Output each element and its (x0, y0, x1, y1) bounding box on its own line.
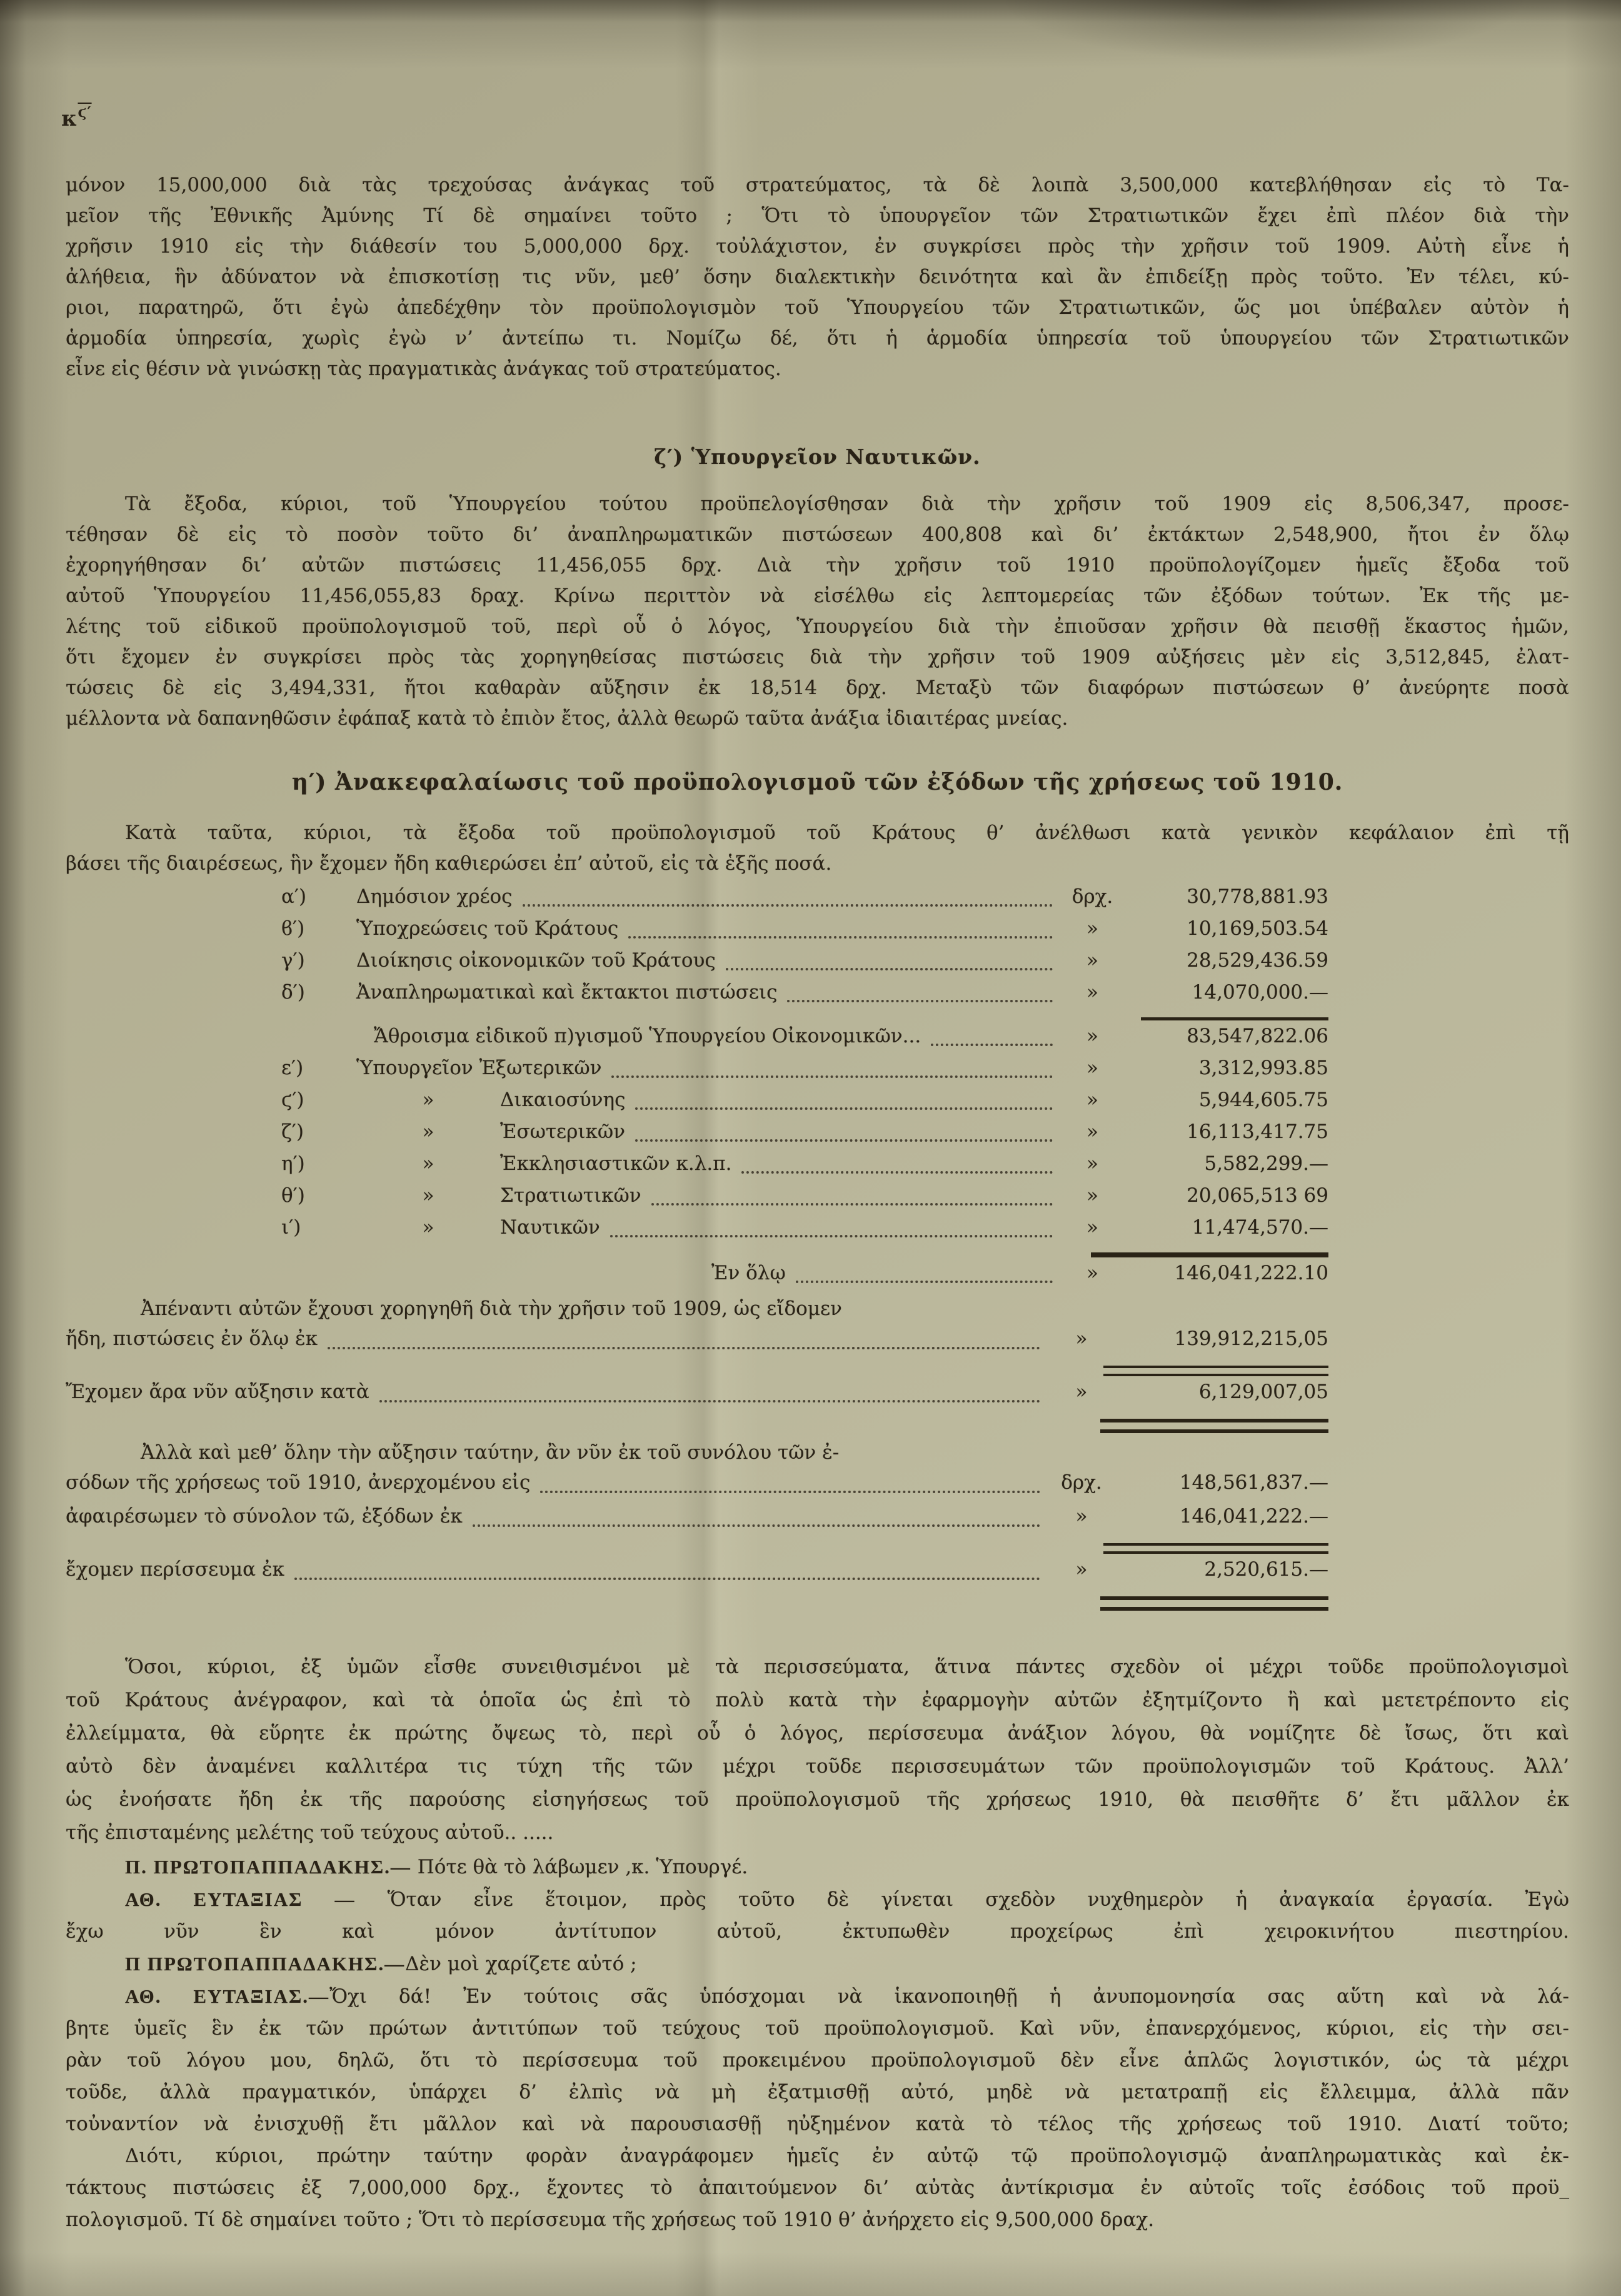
dialogue-line (66, 2204, 1569, 2236)
text-line: μόνον 15,000,000 διὰ τὰς τρεχούσας ἀνάγκας τοῦ στρατεύματος, τὰ δὲ λοιπὰ 3,500,000 κατεβλήθησαν εἰς τὸ Τα- (66, 174, 1569, 196)
row-label: Ἐσωτερικῶν (500, 1120, 625, 1143)
ditto-mark: » (422, 1184, 434, 1207)
row-index: δ′) (281, 981, 305, 1004)
row-amount: 16,113,417.75 (1187, 1120, 1328, 1143)
dialogue-text: Δὲν μοὶ χαρίζετε αὐτό ; (405, 1953, 637, 1975)
dotted-leader (635, 1139, 1053, 1142)
currency-mark: » (1087, 1262, 1098, 1284)
dialogue-text: βητε ὑμεῖς ἓν ἐκ τῶν πρώτων ἀντιτύπων τοῦ τεύχους τοῦ προϋπολογισμοῦ. Καὶ νῦν, ἐπανερχόμενος, κύριοι, εἰς τὴν σει- (66, 2017, 1569, 2040)
currency-mark: » (1087, 949, 1098, 972)
dotted-leader (741, 1171, 1053, 1174)
row-label: Ἐκκλησιαστικῶν κ.λ.π. (500, 1152, 732, 1175)
dialogue-text: ρὰν τοῦ λόγου μου, δηλῶ, ὅτι τὸ περίσσευμα τοῦ προκειμένου προϋπολογισμοῦ δὲν εἶνε ἁπλῶς λογιστικόν, ὡς τὰ μέχρι (66, 2049, 1569, 2072)
dialogue-line (66, 2172, 1569, 2204)
dialogue-text: τοὐναντίον νὰ ἐνισχυθῇ ἔτι μᾶλλον καὶ νὰ παρουσιασθῇ ηὐξημένον κατὰ τὸ τέλος τῆς χρήσεως τοῦ 1910. Διατί τοῦτο; (66, 2113, 1569, 2135)
row-label: Δημόσιον χρέος (356, 885, 513, 908)
text-line: τοῦ Κράτους ἀνέγραφον, καὶ τὰ ὁποῖα ὡς ἐπὶ τὸ πολὺ κατὰ τὴν ἐφαρμογὴν αὐτῶν ἐξητμίζοντο ἢ καὶ μετετρέποντο εἰς (66, 1689, 1569, 1711)
row-amount: 5,944,605.75 (1198, 1089, 1328, 1111)
text-line: Κατὰ ταῦτα, κύριοι, τὰ ἔξοδα τοῦ προϋπολογισμοῦ τοῦ Κράτους θ’ ἀνέλθωσι κατὰ γενικὸν κεφάλαιον ἐπὶ τῇ (125, 822, 1569, 844)
dialogue-text: Διότι, κύριοι, πρώτην ταύτην φορὰν ἀναγράφομεν ἡμεῖς ἐν αὐτῷ τῷ προϋπολογισμῷ ἀναπληρωματικὰς καὶ ἐκ- (125, 2145, 1569, 2167)
budget-table (281, 885, 1328, 1294)
folio-superscript: ϛ′ (78, 104, 92, 121)
table-total-row (281, 1262, 1328, 1294)
row-amount: 11,474,570.— (1192, 1216, 1328, 1239)
text-line: αὐτοῦ Ὑπουργείου 11,456,055,83 δραχ. Κρίνω περιττὸν νὰ εἰσέλθω εἰς λεπτομερείας τῶν ἐξόδων τούτων. Ἐκ τῆς με- (66, 585, 1569, 607)
row-index: α′) (281, 885, 307, 908)
double-rule (1103, 1543, 1328, 1554)
text-line: Τὰ ἔξοδα, κύριοι, τοῦ Ὑπουργείου τούτου προϋπελογίσθησαν διὰ τὴν χρῆσιν τοῦ 1909 εἰς 8,506,347, προσε- (125, 493, 1569, 515)
text-line: ἐχορηγήθησαν δι’ αὐτῶν πιστώσεις 11,456,055 δρχ. Διὰ τὴν χρῆσιν τοῦ 1910 προϋπολογίζομεν ἡμεῖς ἔξοδα τοῦ (66, 554, 1569, 577)
dotted-leader (610, 1235, 1053, 1237)
text-line: ὅτι ἔχομεν ἐν συγκρίσει πρὸς τὰς χορηγηθείσας πιστώσεις διὰ τὴν χρῆσιν τοῦ 1909 αὐξήσεις μὲν εἰς 3,512,845, ἐλατ- (66, 646, 1569, 668)
row-amount: 28,529,436.59 (1187, 949, 1328, 972)
row-amount: 3,312,993.85 (1198, 1057, 1328, 1079)
currency-mark: » (1087, 1184, 1098, 1207)
row-label: Ἔχομεν ἄρα νῦν αὔξησιν κατὰ (66, 1381, 369, 1403)
paragraph-recap-intro (66, 818, 1569, 879)
dotted-leader (523, 904, 1053, 907)
row-amount: 30,778,881.93 (1187, 885, 1328, 908)
row-label: Ὑπουργεῖον Ἐξωτερικῶν (356, 1057, 602, 1079)
text-line: ριοι, παρατηρῶ, ὅτι ἐγὼ ἀπεδέχθην τὸν προϋπολογισμὸν τοῦ Ὑπουργείου τῶν Στρατιωτικῶν, ὥς μοι ὑπέβαλεν αὐτὸν ἡ (66, 296, 1569, 319)
row-amount: 146,041,222.— (1179, 1505, 1328, 1528)
total-rule (1091, 1252, 1328, 1257)
row-amount: 148,561,837.— (1179, 1471, 1328, 1494)
text-line: ἀλήθεια, ἣν ἀδύνατον νὰ ἐπισκοτίσῃ τις νῦν, μεθ’ ὅσην διαλεκτικὴν δεινότητα καὶ ἂν ἐπιδείξῃ πρὸς τοῦτο. Ἐν τέλει, κύ- (66, 266, 1569, 288)
ditto-mark: » (422, 1089, 434, 1111)
row-label: Ναυτικῶν (500, 1216, 600, 1239)
currency-mark: δρχ. (1071, 885, 1113, 908)
row-index: θ′) (281, 1184, 305, 1207)
dialogue-line (66, 2077, 1569, 2108)
text-line: τώσεις δὲ εἰς 3,494,331, ἤτοι καθαρὰν αὔξησιν ἐκ 18,514 δρχ. Μεταξὺ τῶν διαφόρων πιστώσεων θ’ ἀνεύρητε ποσὰ (66, 677, 1569, 699)
section-heading-recapitulation: η′) Ἀνακεφαλαίωσις τοῦ προϋπολογισμοῦ τῶν ἐξόδων τῆς χρήσεως τοῦ 1910. (291, 769, 1343, 795)
table-row (281, 1216, 1328, 1248)
dotted-leader (628, 936, 1053, 939)
dotted-leader (473, 1524, 1040, 1527)
dialogue-text: τάκτους πιστώσεις ἐξ 7,000,000 δρχ., ἔχοντες τὸ ἀπαιτούμενον δι’ αὐτὰς ἀντίκρισμα ἐν αὐτοῖς τοῖς ἐσόδοις τοῦ προϋ_ (66, 2177, 1569, 2199)
final-double-heavy-rule (1100, 1596, 1328, 1611)
dotted-leader (635, 1107, 1053, 1110)
dotted-leader (651, 1203, 1053, 1206)
text-line: αὐτὸ δὲν ἀναμένει καλλιτέρα τις τύχη τῆς τῶν μέχρι τοῦδε περισσευμάτων τῶν προϋπολογισμῶν τοῦ Κράτους. Ἀλλ’ (66, 1755, 1569, 1778)
row-index: ζ′) (281, 1120, 304, 1143)
speaker-name: ΑΘ. ΕΥΤΑΞΙΑΣ.— (125, 1985, 329, 2007)
row-index: ε′) (281, 1057, 304, 1079)
row-amount: 6,129,007,05 (1198, 1381, 1328, 1403)
dotted-leader (611, 1075, 1053, 1078)
currency-mark: » (1087, 1120, 1098, 1143)
currency-mark: » (1087, 1216, 1098, 1239)
paragraph-navy-budget (66, 489, 1569, 734)
dialogue-line (66, 2045, 1569, 2077)
currency-mark: » (1087, 981, 1098, 1004)
double-rule (1103, 1366, 1328, 1376)
row-label: Στρατιωτικῶν (500, 1184, 641, 1207)
row-index: η′) (281, 1152, 305, 1175)
row-amount: 5,582,299.— (1204, 1152, 1328, 1175)
dotted-leader (726, 968, 1053, 970)
text-line: Ἀπέναντι αὐτῶν ἔχουσι χορηγηθῆ διὰ τὴν χρῆσιν τοῦ 1909, ὡς εἴδομεν (141, 1297, 842, 1320)
dotted-leader (379, 1400, 1040, 1402)
text-line: εἶνε εἰς θέσιν νὰ γινώσκῃ τὰς πραγματικὰς ἀνάγκας τοῦ στρατεύματος. (66, 358, 781, 380)
text-line: ἁρμοδία ὑπηρεσία, χωρὶς ἐγὼ ν’ ἀντείπω τι. Νομίζω δέ, ὅτι ἡ ἁρμοδία ὑπηρεσία τοῦ ὑπουργείου τῶν Στρατιωτικῶν (66, 327, 1569, 350)
currency-mark: » (1075, 1381, 1088, 1403)
table-row (281, 917, 1328, 949)
table-row (281, 1152, 1328, 1184)
row-label: σόδων τῆς χρήσεως τοῦ 1910, ἀνερχομένου εἰς (66, 1471, 531, 1494)
currency-mark: δρχ. (1061, 1471, 1102, 1494)
speaker-name: Π ΠΡΩΤΟΠΑΠΠΑΔΑΚΗΣ.— (125, 1953, 406, 1975)
text-line: τέθησαν δὲ εἰς τὸ ποσὸν τοῦτο δι’ ἀναπληρωματικῶν πιστώσεων 400,808 καὶ δι’ ἐκτάκτων 2,548,900, ἤτοι ἐν ὅλῳ (66, 523, 1569, 546)
row-amount: 146,041,222.10 (1174, 1262, 1328, 1284)
paragraph-surplus (66, 1651, 1569, 1850)
currency-mark: » (1075, 1558, 1088, 1581)
row-label: Δικαιοσύνης (500, 1089, 626, 1111)
row-amount: 14,070,000.— (1192, 981, 1328, 1004)
dialogue-line (66, 1948, 1569, 1980)
ditto-mark: » (422, 1152, 434, 1175)
currency-mark: » (1087, 1025, 1098, 1047)
row-label: Ὑποχρεώσεις τοῦ Κράτους (356, 917, 619, 940)
table-row (281, 1184, 1328, 1216)
dotted-leader (328, 1347, 1040, 1349)
summary-row (66, 1558, 1328, 1592)
dialogue-line (66, 2013, 1569, 2045)
row-amount: 83,547,822.06 (1187, 1025, 1328, 1047)
table-row (281, 981, 1328, 1013)
row-index: ϛ′) (281, 1089, 304, 1111)
ditto-mark: » (422, 1216, 434, 1239)
dialogue-section (66, 1851, 1569, 2236)
dialogue-line (66, 1883, 1569, 1916)
row-label: Διοίκησις οἰκονομικῶν τοῦ Κράτους (356, 949, 716, 972)
table-row (281, 949, 1328, 981)
row-index: γ′) (281, 949, 305, 972)
table-row (281, 1120, 1328, 1152)
row-amount: 139,912,215,05 (1174, 1327, 1328, 1350)
section-heading-navy-ministry: ζ′) Ὑπουργεῖον Ναυτικῶν. (654, 445, 981, 469)
speaker-name: ΑΘ. ΕΥΤΑΞΙΑΣ — (125, 1888, 356, 1910)
row-index: ϐ′) (281, 917, 305, 940)
table-subtotal-row (281, 1025, 1328, 1057)
dialogue-text: Ὄχι δά! Ἐν τούτοις σᾶς ὑπόσχομαι νὰ ἱκανοποιηθῇ ἡ ἀνυπομονησία σας αὕτη καὶ νὰ λά- (329, 1985, 1569, 2008)
row-amount: 10,169,503.54 (1187, 917, 1328, 940)
ditto-mark: » (422, 1120, 434, 1143)
table-row (281, 885, 1328, 917)
dialogue-text: Πότε θὰ τὸ λάβωμεν ,κ. Ὑπουργέ. (411, 1856, 748, 1878)
currency-mark: » (1087, 917, 1098, 940)
row-index: ι′) (281, 1216, 301, 1239)
row-label: ἤδη, πιστώσεις ἐν ὅλῳ ἐκ (66, 1327, 318, 1350)
dialogue-line (66, 1916, 1569, 1948)
currency-mark: » (1087, 1057, 1098, 1079)
row-label: ἀφαιρέσωμεν τὸ σύνολον τῶ, ἐξόδων ἐκ (66, 1505, 463, 1528)
text-line: Ὅσοι, κύριοι, ἐξ ὑμῶν εἶσθε συνειθισμένοι μὲ τὰ περισσεύματα, ἅτινα πάντες σχεδὸν οἱ μέχρι τοῦδε προϋπολογισμοὶ (125, 1656, 1569, 1678)
speaker-name: Π. ΠΡΩΤΟΠΑΠΠΑΔΑΚΗΣ.— (125, 1856, 411, 1878)
text-line: Ἀλλὰ καὶ μεθ’ ὅλην τὴν αὔξησιν ταύτην, ἂν νῦν ἐκ τοῦ συνόλου τῶν ἐ- (141, 1441, 840, 1464)
row-label: ἔχομεν περίσσευμα ἐκ (66, 1558, 284, 1581)
text-line: μέλλοντα νὰ δαπανηθῶσιν ἐφάπαξ κατὰ τὸ ἐπιὸν ἔτος, ἀλλὰ θεωρῶ ταῦτα ἀνάξια ἰδιαιτέρας μνείας. (66, 707, 1068, 730)
dialogue-text: ἔχω νῦν ἓν καὶ μόνον ἀντίτυπον αὐτοῦ, ἐκτυπωθὲν προχείρως ἐπὶ χειροκινήτου πιεστηρίου. (66, 1920, 1569, 1943)
folio-base: κ (61, 106, 78, 131)
currency-mark: » (1087, 1152, 1098, 1175)
summary-row (66, 1471, 1328, 1505)
dotted-leader (796, 1281, 1053, 1283)
double-heavy-rule (1100, 1419, 1328, 1433)
dotted-leader (787, 1000, 1053, 1002)
currency-mark: » (1075, 1505, 1088, 1528)
summary-row (66, 1381, 1328, 1414)
table-row (281, 1057, 1328, 1089)
dialogue-text: πολογισμοῦ. Τί δὲ σημαίνει τοῦτο ; Ὅτι τὸ περίσσευμα τῆς χρήσεως τοῦ 1910 θ’ ἀνήρχετο εἰς 9,500,000 δραχ. (66, 2208, 1155, 2231)
row-amount: 2,520,615.— (1204, 1558, 1328, 1581)
text-line: ἐλλείμματα, θὰ εὕρητε ἐκ πρώτης ὄψεως τὸ, περὶ οὗ ὁ λόγος, περίσσευμα ἀνάξιον λόγου, θὰ νομίζητε δὲ ἴσως, ὅτι καὶ (66, 1722, 1569, 1745)
dotted-leader (540, 1491, 1040, 1493)
text-line: βάσει τῆς διαιρέσεως, ἣν ἔχομεν ἤδη καθιερώσει ἐπ’ αὐτοῦ, εἰς τὰ ἑξῆς ποσά. (66, 852, 832, 875)
row-label: Ἀναπληρωματικαὶ καὶ ἔκτακτοι πιστώσεις (356, 981, 778, 1004)
sum-rule (1141, 1017, 1328, 1020)
paragraph-army-budget (66, 170, 1569, 385)
summary-computation (66, 1294, 1328, 1611)
row-amount: 20,065,513 69 (1187, 1184, 1328, 1207)
dotted-leader (294, 1578, 1040, 1580)
text-line: μεῖον τῆς Ἐθνικῆς Ἀμύνης Τί δὲ σημαίνει τοῦτο ; Ὅτι τὸ ὑπουργεῖον τῶν Στρατιωτικῶν ἔχει ἐπὶ πλέον διὰ τὴν (66, 204, 1569, 227)
dialogue-text: Ὅταν εἶνε ἕτοιμον, πρὸς τοῦτο δὲ γίνεται σχεδὸν νυχθημερὸν ἡ ἀναγκαία ἐργασία. Ἐγὼ (355, 1888, 1569, 1911)
dotted-leader (931, 1044, 1053, 1046)
row-label: Ἄθροισμα εἰδικοῦ π)γισμοῦ Ὑπουργείου Οἰκονομικῶν... (374, 1025, 921, 1047)
text-line: λέτης τοῦ εἰδικοῦ προϋπολογισμοῦ τοῦ, περὶ οὗ ὁ λόγος, Ὑπουργείου διὰ τὴν ἐπιοῦσαν χρῆσιν θὰ πεισθῇ ἕκαστος ἡμῶν, (66, 615, 1569, 638)
table-row (281, 1089, 1328, 1120)
currency-mark: » (1087, 1089, 1098, 1111)
summary-row (66, 1505, 1328, 1539)
currency-mark: » (1075, 1327, 1088, 1350)
dialogue-line (66, 1851, 1569, 1883)
text-line: τῆς ἐπισταμένης μελέτης τοῦ τεύχους αὐτοῦ.. ..... (66, 1821, 554, 1844)
text-line: χρῆσιν 1910 εἰς τὴν διάθεσίν του 5,000,000 δρχ. τοὐλάχιστον, ἐν συγκρίσει πρὸς τὴν χρῆσιν τοῦ 1909. Αὐτὴ εἶνε ἡ (66, 235, 1569, 258)
dialogue-line (66, 1980, 1569, 2013)
summary-row (66, 1327, 1328, 1361)
text-line: ὡς ἐνοήσατε ἤδη ἐκ τῆς παρούσης εἰσηγήσεως τοῦ προϋπολογισμοῦ τῆς χρήσεως 1910, θὰ πεισθῆτε δ’ ἔτι μᾶλλον ἐκ (66, 1788, 1569, 1811)
dialogue-line (66, 2108, 1569, 2140)
dialogue-text: τοῦδε, ἀλλὰ πραγματικόν, ὑπάρχει δ’ ἐλπὶς νὰ μὴ ἐξατμισθῇ αὐτό, μηδὲ νὰ μετατραπῇ εἰς ἔλλειμμα, ἀλλὰ πᾶν (66, 2081, 1569, 2103)
dialogue-line (66, 2140, 1569, 2172)
row-label: Ἐν ὅλῳ (711, 1262, 786, 1284)
